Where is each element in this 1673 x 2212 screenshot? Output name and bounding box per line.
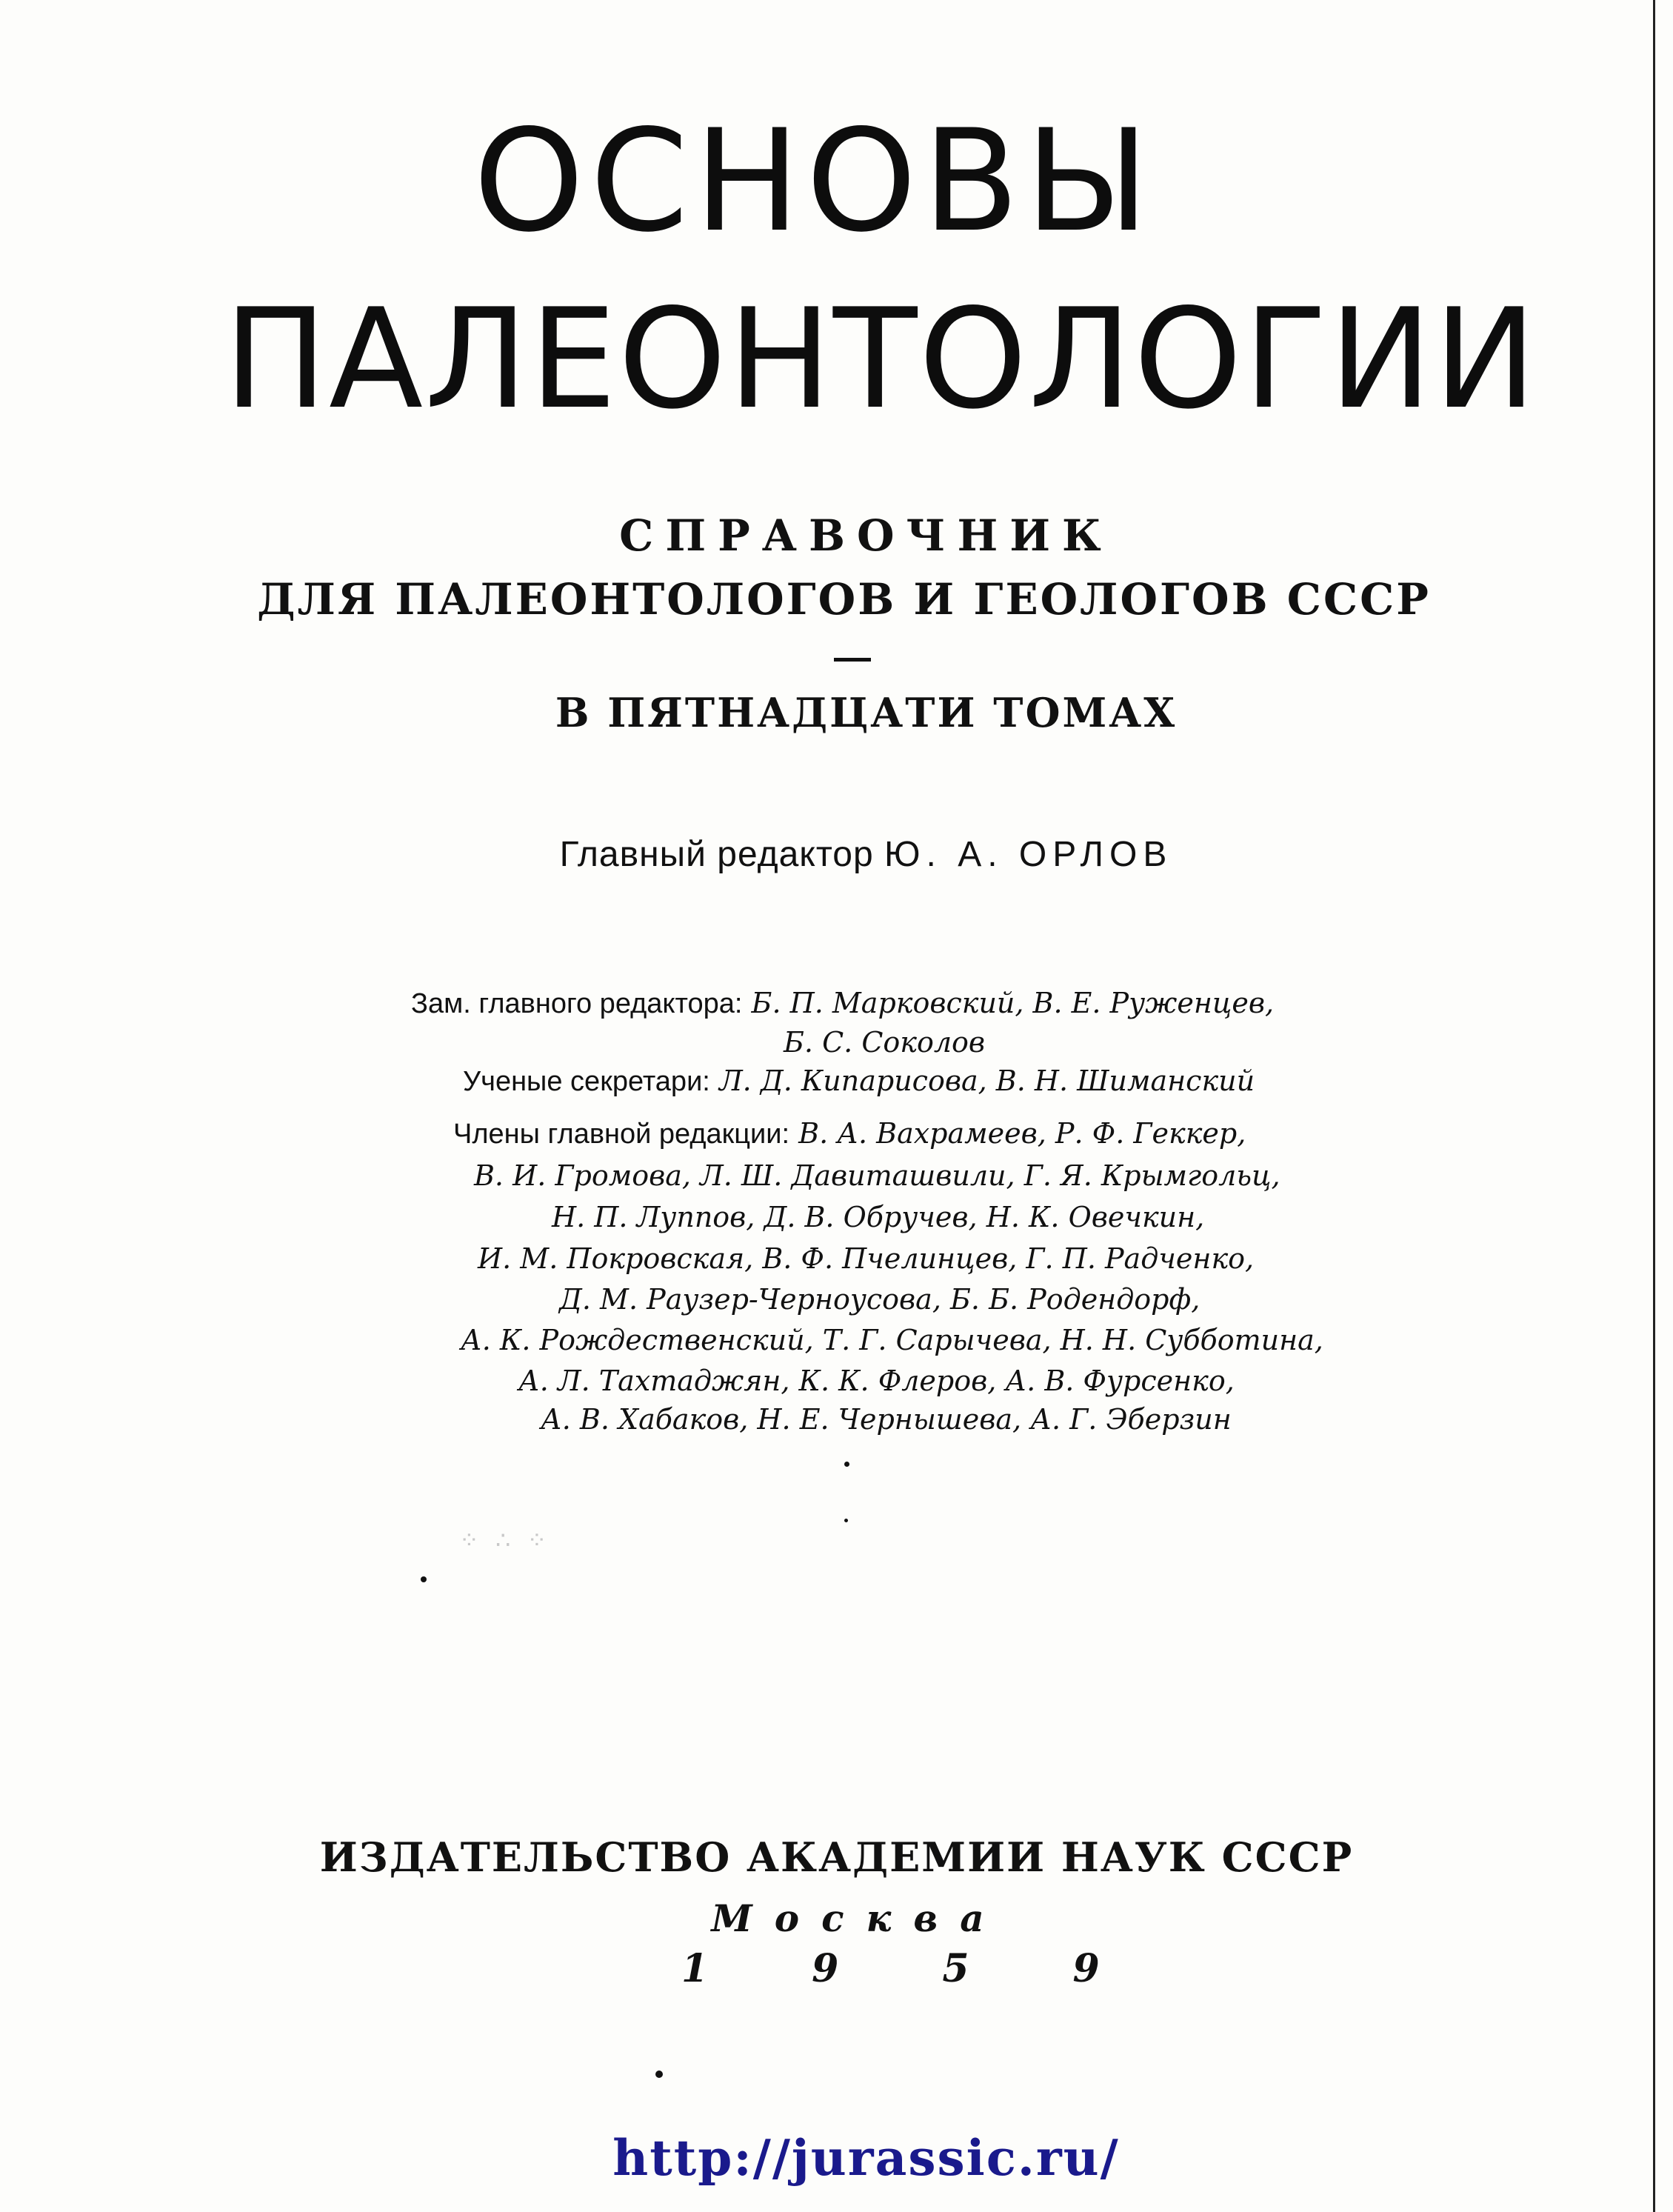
- subtitle-line1: СПРАВОЧНИК: [619, 510, 1113, 561]
- members-line-0: [453, 1119, 1246, 1148]
- year: 1959: [681, 1946, 1203, 1991]
- members-line-1: В. И. Громова, Л. Ш. Давиташвили, Г. Я. Крымгольц,: [474, 1159, 1280, 1192]
- members-line-6: А. Л. Тахтаджян, К. К. Флеров, А. В. Фурсенко,: [518, 1365, 1235, 1397]
- deputy-label: Зам. главного редактора:: [411, 988, 743, 1019]
- members-line-2: Н. П. Луппов, Д. В. Обручев, Н. К. Овечкин,: [552, 1201, 1205, 1233]
- members-line-5: А. К. Рождественский, Т. Г. Сарычева, Н. Н. Субботина,: [461, 1324, 1323, 1356]
- deputy-names-2: Б. С. Соколов: [784, 1026, 986, 1059]
- members-line-3: И. М. Покровская, В. Ф. Пчелинцев, Г. П. Радченко,: [478, 1242, 1255, 1275]
- members-label: Члены главной редакции:: [453, 1119, 790, 1150]
- members-names: В. А. Вахрамеев, Р. Ф. Геккер,: [798, 1117, 1246, 1150]
- book-title-line2: ПАЛЕОНТОЛОГИИ: [224, 279, 1538, 439]
- faint-stamp-mark: ⁘ ∴ ⁘: [459, 1526, 552, 1554]
- chief-editor-name: Ю. А. ОРЛОВ: [884, 835, 1173, 874]
- secretaries-line: [463, 1067, 1255, 1096]
- chief-editor: [30, 837, 1673, 873]
- chief-editor-label: Главный редактор: [559, 835, 874, 874]
- volumes-line: В ПЯТНАДЦАТИ ТОМАХ: [555, 689, 1178, 736]
- secretaries-names: Л. Д. Кипарисова, В. Н. Шиманский: [718, 1065, 1255, 1097]
- separator-dash: [834, 658, 871, 662]
- deputy-names-1: Б. П. Марковский, В. Е. Руженцев,: [751, 987, 1275, 1019]
- secretaries-label: Ученые секретари:: [463, 1066, 710, 1097]
- deputy-editors-line2: [784, 1026, 986, 1059]
- scan-speck: [421, 1576, 427, 1582]
- city: Москва: [711, 1896, 1006, 1940]
- deputy-editors-line: [411, 989, 1274, 1018]
- watermark-url: http://jurassic.ru/: [612, 2129, 1120, 2187]
- scan-speck: [844, 1519, 848, 1522]
- members-line-4: Д. М. Раузер-Черноусова, Б. Б. Родендорф,: [559, 1283, 1201, 1316]
- book-title-line1: ОСНОВЫ: [473, 99, 1155, 263]
- scan-speck: [655, 2071, 663, 2078]
- publisher: ИЗДАТЕЛЬСТВО АКАДЕМИИ НАУК СССР: [319, 1833, 1354, 1881]
- subtitle-line2: ДЛЯ ПАЛЕОНТОЛОГОВ И ГЕОЛОГОВ СССР: [257, 574, 1431, 624]
- scan-speck: [844, 1462, 849, 1467]
- members-line-7: А. В. Хабаков, Н. Е. Чернышева, А. Г. Эберзин: [541, 1403, 1232, 1436]
